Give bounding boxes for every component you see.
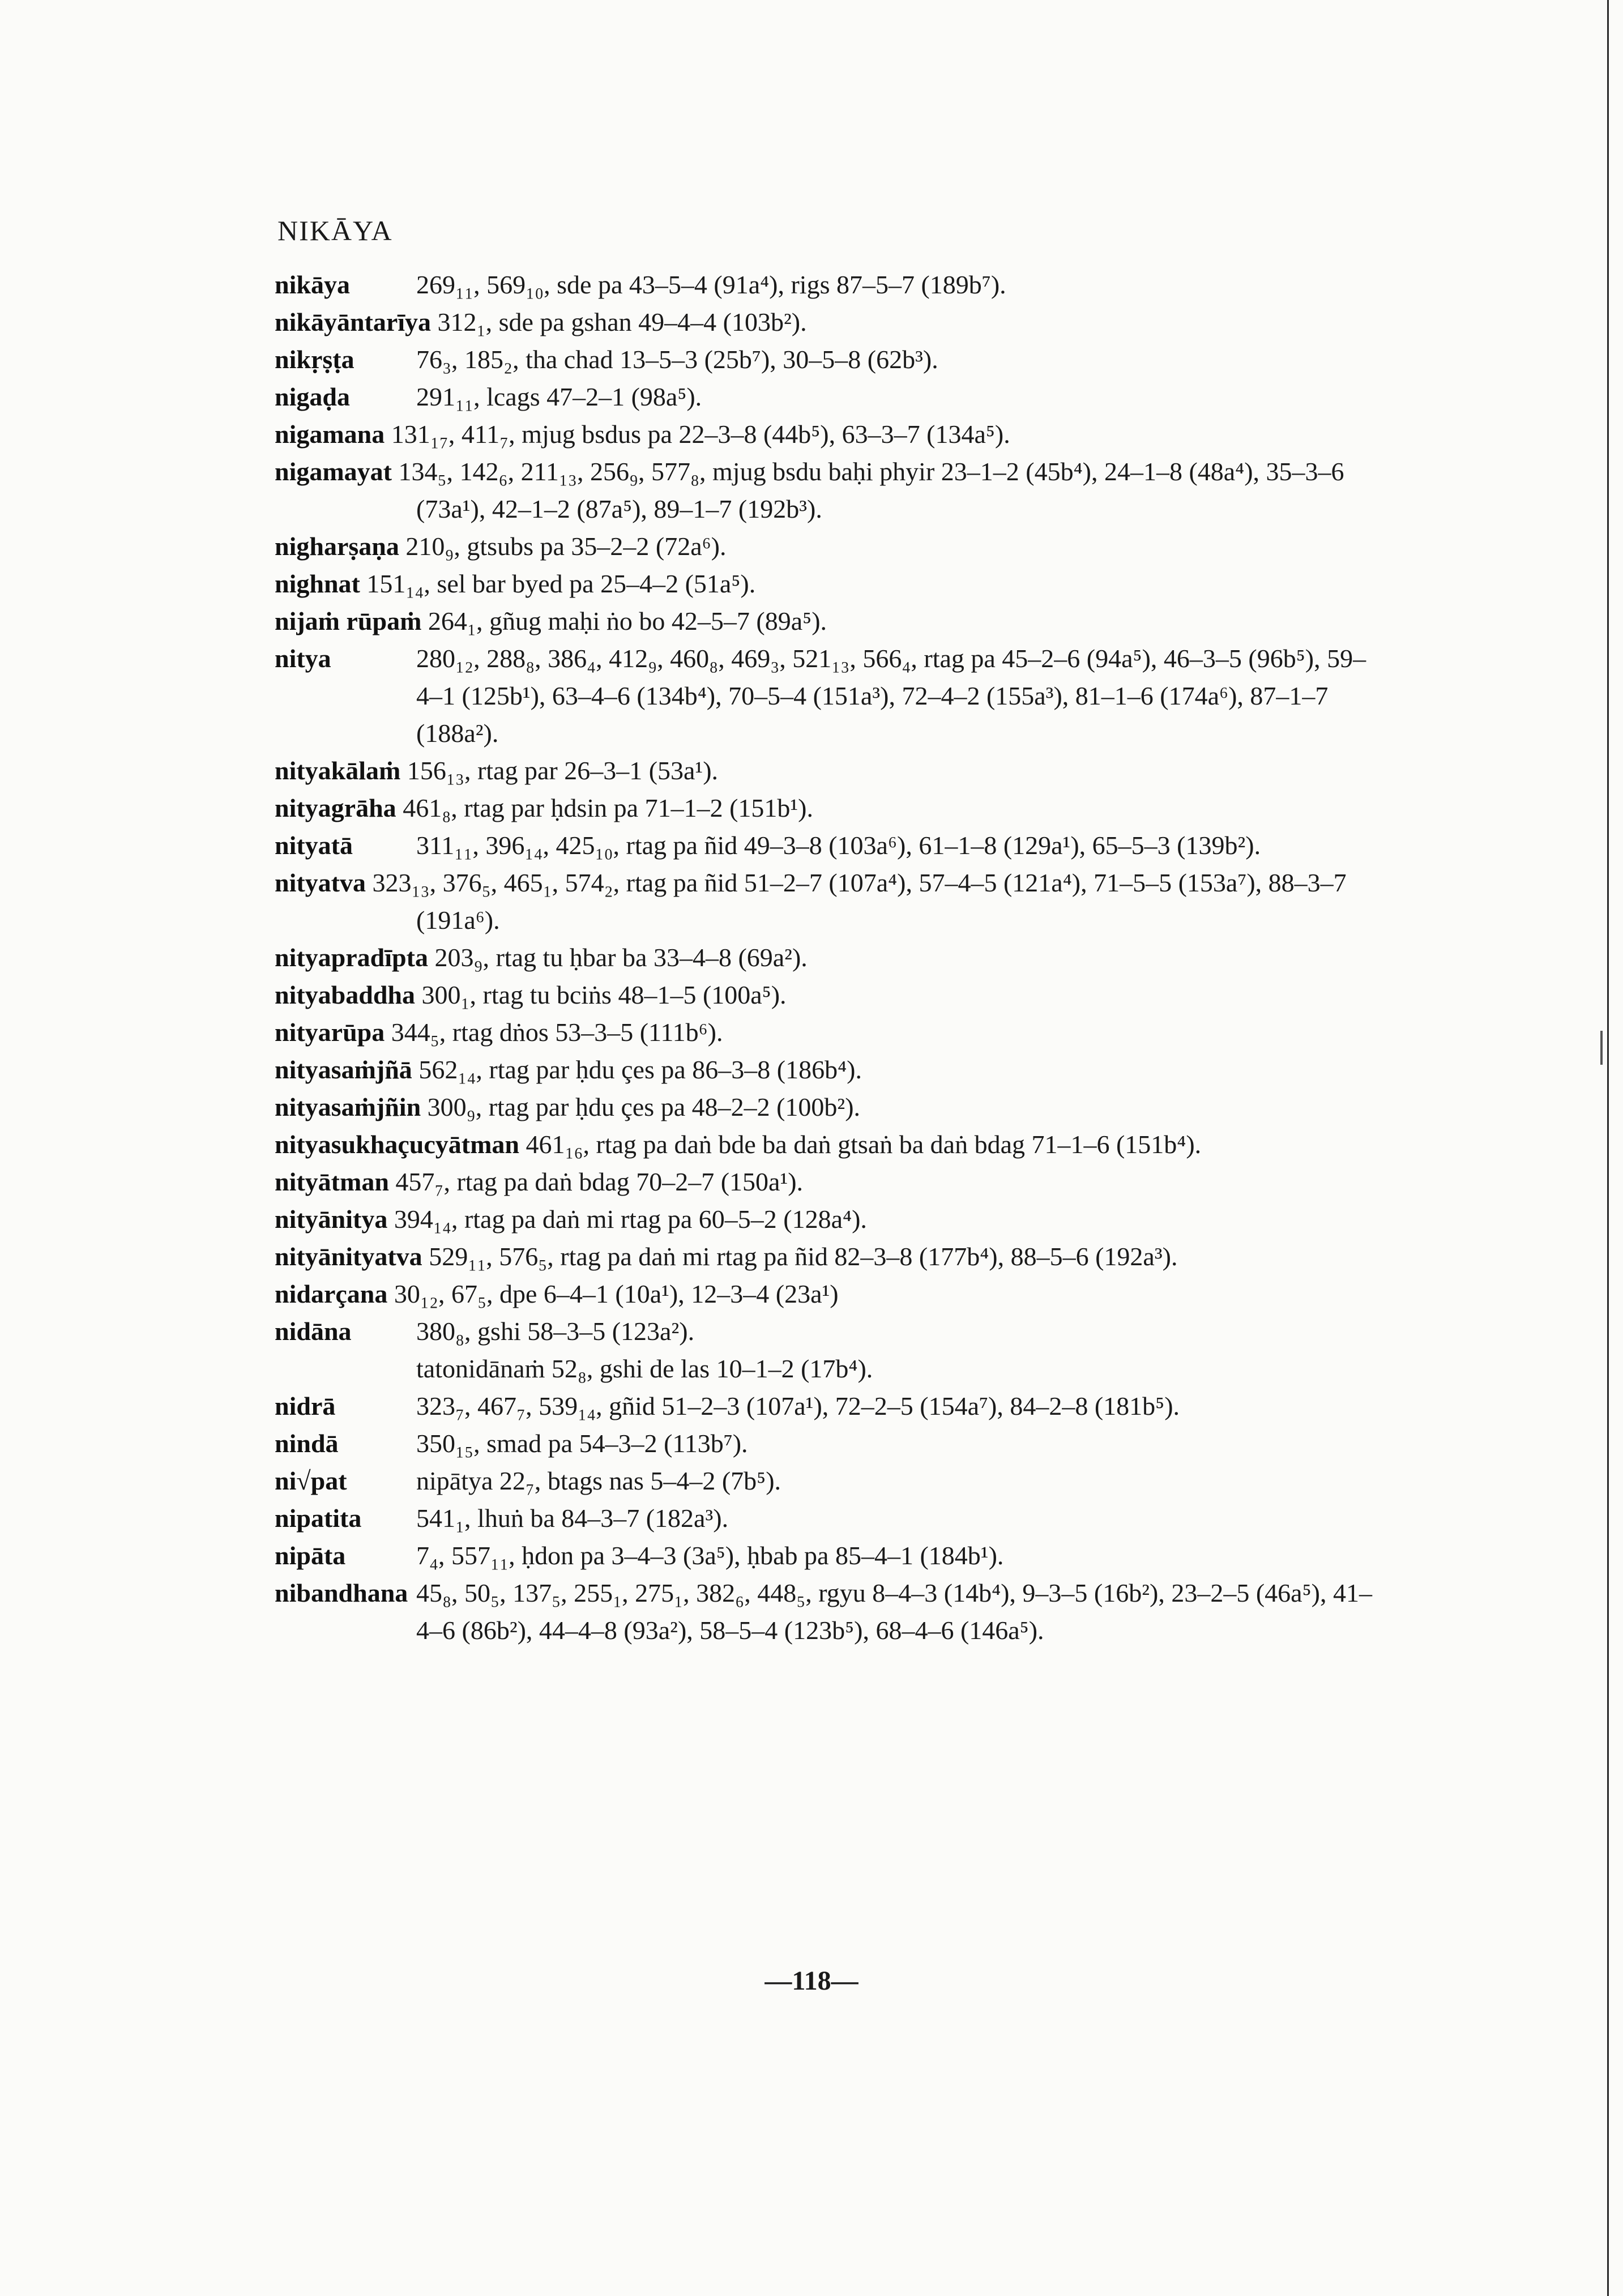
dictionary-entry <box>275 528 1385 565</box>
entry-headword: nityātman <box>275 1167 389 1196</box>
entry-text: 203₉, rtag tu ḥbar ba 33–4–8 (69a²). <box>428 943 808 972</box>
entry-text: 350₁₅, smad pa 54–3–2 (113b⁷). <box>416 1429 748 1458</box>
dictionary-entry <box>275 603 1385 640</box>
entry-text: 380₈, gshi 58–3–5 (123a²). <box>416 1317 695 1346</box>
entry-text: 461₈, rtag par ḥdsin pa 71–1–2 (151b¹). <box>396 793 814 822</box>
entry-text: 280₁₂, 288₈, 386₄, 412₉, 460₈, 469₃, 521₁₃, 566₄, rtag pa 45–2–6 (94a⁵), 46–3–5 (96b⁵), 59–4–1 (125b¹), 63–4–6 (134b⁴), 70–5–4 (151a³), 72–4–2 (155a³), 81–1–6 (174a⁶), 87–1–7 (188a²). <box>416 644 1366 748</box>
entry-headword: nindā <box>275 1429 339 1458</box>
dictionary-entry <box>275 304 1385 341</box>
dictionary-entry <box>275 1425 1385 1462</box>
dictionary-entry <box>275 378 1385 416</box>
entry-text: 210₉, gtsubs pa 35–2–2 (72a⁶). <box>399 532 727 561</box>
dictionary-entry <box>275 1350 1385 1388</box>
entry-text: 344₅, rtag dṅos 53–3–5 (111b⁶). <box>385 1018 723 1047</box>
dictionary-entry <box>275 416 1385 453</box>
dictionary-entry <box>275 1238 1385 1275</box>
entry-headword: nityagrāha <box>275 793 396 822</box>
page-number: —118— <box>764 1966 859 1996</box>
entry-block <box>275 416 1385 453</box>
entry-text: 131₁₇, 411₇, mjug bsdus pa 22–3–8 (44b⁵), 63–3–7 (134a⁵). <box>385 420 1010 449</box>
entry-block <box>275 453 1385 528</box>
dictionary-entry <box>275 1201 1385 1238</box>
entry-headword: nipāta <box>275 1541 346 1570</box>
dictionary-entry <box>275 640 1385 752</box>
entry-text: 45₈, 50₅, 137₅, 255₁, 275₁, 382₆, 448₅, rgyu 8–4–3 (14b⁴), 9–3–5 (16b²), 23–2–5 (46a⁵), 41–4–6 (86b²), 44–4–8 (93a²), 58–5–4 (123b⁵), 68–4–6 (146a⁵). <box>416 1578 1372 1645</box>
dictionary-entry <box>275 1014 1385 1051</box>
dictionary-entry <box>275 1574 1385 1649</box>
entry-text: 300₁, rtag tu bciṅs 48–1–5 (100a⁵). <box>415 980 787 1009</box>
dictionary-entry <box>275 341 1385 378</box>
entry-text: 461₁₆, rtag pa daṅ bde ba daṅ gtsaṅ ba daṅ bdag 71–1–6 (151b⁴). <box>519 1130 1202 1159</box>
entry-headword: nijaṁ rūpaṁ <box>275 607 422 635</box>
entry-headword: nipatita <box>275 1504 362 1533</box>
running-header: NIKĀYA <box>277 215 393 246</box>
entry-text: 264₁, gñug maḥi ṅo bo 42–5–7 (89a⁵). <box>421 607 827 635</box>
page-edge-mark <box>1600 1031 1603 1065</box>
entry-headword: nigaḍa <box>275 382 350 411</box>
entry-block <box>275 1275 1385 1313</box>
entry-block <box>275 976 1385 1014</box>
dictionary-entries <box>275 266 1385 1649</box>
entry-headword: nidarçana <box>275 1279 388 1308</box>
dictionary-entry <box>275 1051 1385 1089</box>
entry-block <box>275 603 1385 640</box>
entry-text: 269₁₁, 569₁₀, sde pa 43–5–4 (91a⁴), rigs 87–5–7 (189b⁷). <box>416 270 1006 299</box>
page-edge-line <box>1607 0 1609 2296</box>
entry-headword: nibandhana <box>275 1578 408 1607</box>
entry-text: nipātya 22₇, btags nas 5–4–2 (7b⁵). <box>416 1466 781 1495</box>
entry-text: 156₁₃, rtag par 26–3–1 (53a¹). <box>400 756 719 785</box>
entry-block <box>275 528 1385 565</box>
dictionary-entry <box>275 1163 1385 1201</box>
entry-headword: nityarūpa <box>275 1018 385 1047</box>
entry-headword: nityabaddha <box>275 980 416 1009</box>
entry-text: 323₁₃, 376₅, 465₁, 574₂, rtag pa ñid 51–2–7 (107a⁴), 57–4–5 (121a⁴), 71–5–5 (153a⁷), 88–3–7 (191a⁶). <box>366 868 1347 934</box>
dictionary-entry <box>275 1313 1385 1350</box>
entry-text: 311₁₁, 396₁₄, 425₁₀, rtag pa ñid 49–3–8 (103a⁶), 61–1–8 (129a¹), 65–5–3 (139b²). <box>416 831 1261 860</box>
dictionary-entry <box>275 1126 1385 1163</box>
dictionary-entry <box>275 1500 1385 1537</box>
entry-text: tatonidānaṁ 52₈, gshi de las 10–1–2 (17b⁴). <box>416 1354 873 1383</box>
entry-text: 300₉, rtag par ḥdu çes pa 48–2–2 (100b²). <box>421 1092 861 1121</box>
entry-block <box>275 1089 1385 1126</box>
dictionary-entry <box>275 1537 1385 1574</box>
entry-block <box>275 752 1385 789</box>
dictionary-entry <box>275 565 1385 603</box>
entry-block <box>275 864 1385 939</box>
entry-block <box>275 1051 1385 1089</box>
dictionary-entry <box>275 1388 1385 1425</box>
entry-text: 291₁₁, lcags 47–2–1 (98a⁵). <box>416 382 702 411</box>
entry-text: 134₅, 142₆, 211₁₃, 256₉, 577₈, mjug bsdu baḥi phyir 23–1–2 (45b⁴), 24–1–8 (48a⁴), 35–3–6 (73a¹), 42–1–2 (87a⁵), 89–1–7 (192b³). <box>392 457 1344 523</box>
entry-text: 541₁, lhuṅ ba 84–3–7 (182a³). <box>416 1504 729 1533</box>
entry-headword: ni√pat <box>275 1466 347 1495</box>
entry-block <box>275 939 1385 976</box>
entry-text: 7₄, 557₁₁, ḥdon pa 3–4–3 (3a⁵), ḥbab pa 85–4–1 (184b¹). <box>416 1541 1004 1570</box>
entry-headword: nityānitya <box>275 1205 388 1234</box>
entry-headword: nikāya <box>275 270 350 299</box>
entry-block <box>275 1163 1385 1201</box>
entry-text: 151₁₄, sel bar byed pa 25–4–2 (51a⁵). <box>360 569 756 598</box>
dictionary-entry <box>275 976 1385 1014</box>
dictionary-entry <box>275 752 1385 789</box>
entry-block <box>275 789 1385 827</box>
entry-headword: nityapradīpta <box>275 943 428 972</box>
entry-block <box>275 1126 1385 1163</box>
dictionary-entry <box>275 827 1385 864</box>
dictionary-entry <box>275 1275 1385 1313</box>
dictionary-entry <box>275 1089 1385 1126</box>
dictionary-entry <box>275 1462 1385 1500</box>
entry-headword: nityasukhaçucyātman <box>275 1130 519 1159</box>
entry-block <box>275 1014 1385 1051</box>
dictionary-entry <box>275 266 1385 304</box>
entry-headword: nikṛṣṭa <box>275 345 355 374</box>
entry-headword: nityatā <box>275 831 353 860</box>
entry-block <box>275 565 1385 603</box>
dictionary-entry <box>275 939 1385 976</box>
entry-headword: nigamana <box>275 420 385 449</box>
dictionary-entry <box>275 453 1385 528</box>
entry-text: 76₃, 185₂, tha chad 13–5–3 (25b⁷), 30–5–8 (62b³). <box>416 345 938 374</box>
entry-text: 529₁₁, 576₅, rtag pa daṅ mi rtag pa ñid 82–3–8 (177b⁴), 88–5–6 (192a³). <box>422 1242 1178 1271</box>
entry-text: 323₇, 467₇, 539₁₄, gñid 51–2–3 (107a¹), 72–2–5 (154a⁷), 84–2–8 (181b⁵). <box>416 1392 1180 1420</box>
entry-headword: nighnat <box>275 569 360 598</box>
entry-headword: nidrā <box>275 1392 336 1420</box>
entry-block <box>275 304 1385 341</box>
entry-block <box>275 1201 1385 1238</box>
entry-block <box>275 1238 1385 1275</box>
entry-text: 457₇, rtag pa daṅ bdag 70–2–7 (150a¹). <box>388 1167 804 1196</box>
entry-headword: nidāna <box>275 1317 352 1346</box>
entry-headword: nigamayat <box>275 457 392 486</box>
entry-headword: nityasaṁjñā <box>275 1055 412 1084</box>
entry-text: 394₁₄, rtag pa daṅ mi rtag pa 60–5–2 (128a⁴). <box>387 1205 867 1234</box>
entry-headword: nitya <box>275 644 331 673</box>
entry-headword: nikāyāntarīya <box>275 308 432 336</box>
entry-text: 562₁₄, rtag par ḥdu çes pa 86–3–8 (186b⁴). <box>412 1055 862 1084</box>
entry-headword: nityānityatva <box>275 1242 422 1271</box>
entry-text: 30₁₂, 67₅, dpe 6–4–1 (10a¹), 12–3–4 (23a¹) <box>387 1279 839 1308</box>
entry-headword: nityakālaṁ <box>275 756 401 785</box>
dictionary-entry <box>275 864 1385 939</box>
entry-text: 312₁, sde pa gshan 49–4–4 (103b²). <box>431 308 807 336</box>
entry-headword: nityatva <box>275 868 366 897</box>
entry-headword: nityasaṁjñin <box>275 1092 421 1121</box>
dictionary-entry <box>275 789 1385 827</box>
entry-headword: nigharṣaṇa <box>275 532 399 561</box>
